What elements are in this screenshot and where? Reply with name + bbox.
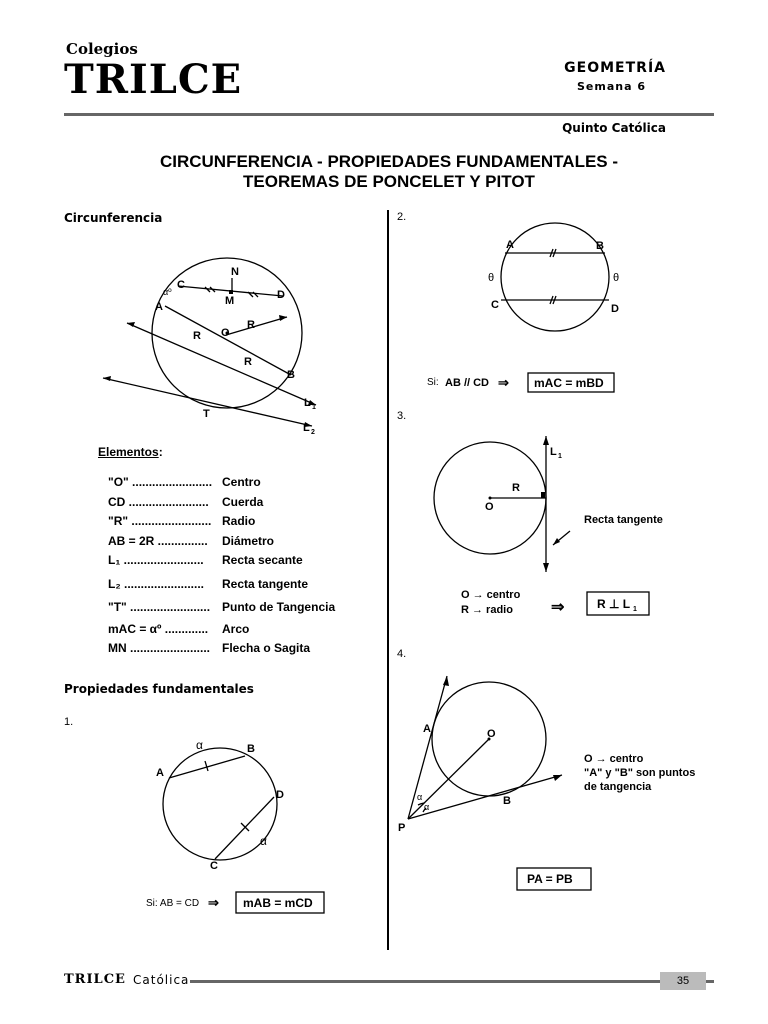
element-row: L₂ ........................ Recta tangente xyxy=(108,577,309,591)
footer-brand: TRILCE xyxy=(64,972,126,987)
p1-label-D: D xyxy=(276,789,284,801)
fig1-label-R3: R xyxy=(244,356,252,368)
p4-label-B: B xyxy=(503,795,511,807)
p2-label-B: B xyxy=(596,240,604,252)
p2-si: Si: xyxy=(427,377,439,388)
fig1-label-alpha: αº xyxy=(163,287,172,297)
p2-condition: AB // CD xyxy=(445,377,489,389)
fig1-label-O: O xyxy=(221,327,230,339)
p3-implies-arrow: ⇒ xyxy=(551,599,565,616)
p3-result-sub: 1 xyxy=(633,606,637,613)
element-row: MN ........................ Flecha o Sagita xyxy=(108,641,311,655)
p2-label-theta1: θ xyxy=(488,272,495,284)
p4-label-alpha1: α xyxy=(417,792,423,802)
p3-label-L-sub: 1 xyxy=(558,453,562,460)
element-row: mAC = αº ............. Arco xyxy=(108,622,250,636)
fig1-label-L1: L xyxy=(304,397,311,409)
p2-label-D: D xyxy=(611,303,619,315)
p3-o-centro: O → centro xyxy=(461,589,521,601)
section-propiedades: Propiedades fundamentales xyxy=(64,682,254,696)
element-row: L₁ ........................ Recta secante xyxy=(108,553,303,567)
property-1-number: 1. xyxy=(64,716,74,728)
p4-ab-line1: "A" y "B" son puntos xyxy=(584,767,696,779)
p4-result: PA = PB xyxy=(527,872,573,886)
p1-label-alpha1: α xyxy=(196,738,203,752)
footer-rule xyxy=(190,980,714,983)
p2-label-A: A xyxy=(506,239,514,251)
p3-label-R: R xyxy=(512,482,520,494)
fig1-label-N: N xyxy=(231,266,239,278)
element-row: "O" ........................ Centro xyxy=(108,475,261,489)
fig1-label-L1-sub: 1 xyxy=(312,404,316,411)
fig1-label-D: D xyxy=(277,289,285,301)
property-4-number: 4. xyxy=(397,648,407,660)
page-title-line1: CIRCUNFERENCIA - PROPIEDADES FUNDAMENTALES - xyxy=(159,152,619,171)
fig1-label-R2: R xyxy=(193,330,201,342)
p2-label-theta2: θ xyxy=(613,272,620,284)
p3-tangent-label: Recta tangente xyxy=(584,514,663,526)
p1-label-B: B xyxy=(247,743,255,755)
element-row: "R" ........................ Radio xyxy=(108,514,256,528)
p4-ab-line2: de tangencia xyxy=(584,781,652,793)
p1-condition: Si: AB = CD xyxy=(146,898,200,909)
header-level: Quinto Católica xyxy=(562,121,666,135)
p1-implies-arrow: ⇒ xyxy=(208,895,219,910)
p2-implies-arrow: ⇒ xyxy=(498,375,509,390)
fig1-label-T: T xyxy=(203,408,210,420)
p3-label-O: O xyxy=(485,501,494,513)
fig1-label-M: M xyxy=(225,295,235,307)
header-week: Semana 6 xyxy=(577,80,647,93)
fig1-label-L2: L xyxy=(303,422,310,434)
element-row: AB = 2R ............... Diámetro xyxy=(108,534,275,548)
fig1-label-B: B xyxy=(287,369,295,381)
p3-label-L: L xyxy=(550,446,557,458)
header-subject: GEOMETRÍA xyxy=(564,60,666,76)
element-row: "T" ........................ Punto de Tangencia xyxy=(108,600,336,614)
p3-result: R ⊥ L xyxy=(597,597,631,611)
property-3-number: 3. xyxy=(397,410,407,422)
fig1-label-C: C xyxy=(177,279,185,291)
property-2-number: 2. xyxy=(397,211,407,223)
p1-label-C: C xyxy=(210,860,218,872)
p1-label-A: A xyxy=(156,767,164,779)
elements-title: Elementos: xyxy=(98,445,163,459)
header-brand-logo: TRILCE xyxy=(64,56,243,103)
figure-circunferencia xyxy=(103,258,316,426)
footer-sub: Católica xyxy=(133,973,190,987)
p4-label-A: A xyxy=(423,723,431,735)
p4-label-P: P xyxy=(398,822,406,834)
fig1-label-R1: R xyxy=(247,319,255,331)
p4-label-alpha2: α xyxy=(424,802,430,812)
p1-label-alpha2: α xyxy=(260,834,267,848)
element-row: CD ........................ Cuerda xyxy=(108,495,264,509)
p4-label-O: O xyxy=(487,728,496,740)
p4-o-centro: O → centro xyxy=(584,753,644,765)
p3-r-radio: R → radio xyxy=(461,604,513,616)
p1-result: mAB = mCD xyxy=(243,896,313,910)
p2-result: mAC = mBD xyxy=(534,376,604,390)
fig1-label-L2-sub: 2 xyxy=(311,429,315,436)
header-colegios: Colegios xyxy=(66,40,138,58)
fig1-label-A: A xyxy=(155,301,163,313)
page-number: 35 xyxy=(660,972,706,990)
section-circunferencia: Circunferencia xyxy=(64,211,163,225)
p2-label-C: C xyxy=(491,299,499,311)
page-title-line2: TEOREMAS DE PONCELET Y PITOT xyxy=(243,172,535,191)
